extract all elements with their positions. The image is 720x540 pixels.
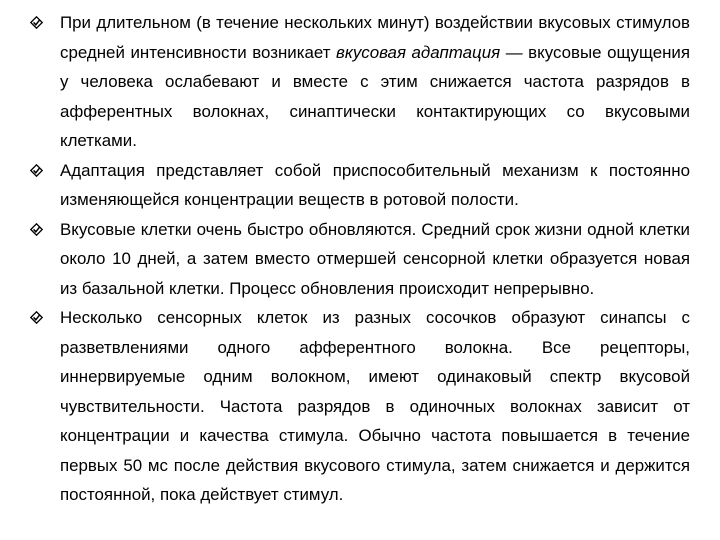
bullet-text-start: При длительном (в течение нескольких минут) воздействии вкусовых стимулов средней интенсивности возникает	[60, 13, 690, 62]
emphasized-term: вкусовая адаптация	[336, 42, 501, 62]
bullet-list	[30, 8, 690, 510]
bullet-text: Адаптация представляет собой приспособительный механизм к постоянно изменяющейся концентрации веществ в ротовой полости.	[60, 160, 690, 209]
diamond-checkmark-icon	[30, 16, 43, 29]
diamond-checkmark-icon	[30, 311, 43, 324]
bullet-text-end: — вкусовые ощущения у человека ослабевают и вместе с этим снижается частота разрядов в афферентных волокнах, синаптически контактирующих со вкусовыми клетками.	[60, 42, 690, 150]
diamond-checkmark-icon	[30, 164, 43, 177]
diamond-checkmark-icon	[30, 223, 43, 236]
bullet-item	[30, 303, 690, 510]
bullet-text: Несколько сенсорных клеток из разных сосочков образуют синапсы с разветвлениями одного афферентного волокна. Все рецепторы, иннервируемые одним волокном, имеют одинаковый спектр вкусовой чувствительности. Частота разрядов в одиночных волокнах зависит от концентрации и качества стимула. Обычно частота повышается в течение первых 50 мс после действия вкусового стимула, затем снижается и держится постоянной, пока действует стимул.	[60, 308, 690, 504]
bullet-text: Вкусовые клетки очень быстро обновляются. Средний срок жизни одной клетки около 10 дней, а затем вместо отмершей сенсорной клетки образуется новая из базальной клетки. Процесс обновления происходит непрерывно.	[60, 219, 690, 298]
bullet-text	[60, 13, 690, 150]
bullet-item	[30, 156, 690, 215]
bullet-item	[30, 8, 690, 156]
bullet-item	[30, 215, 690, 304]
